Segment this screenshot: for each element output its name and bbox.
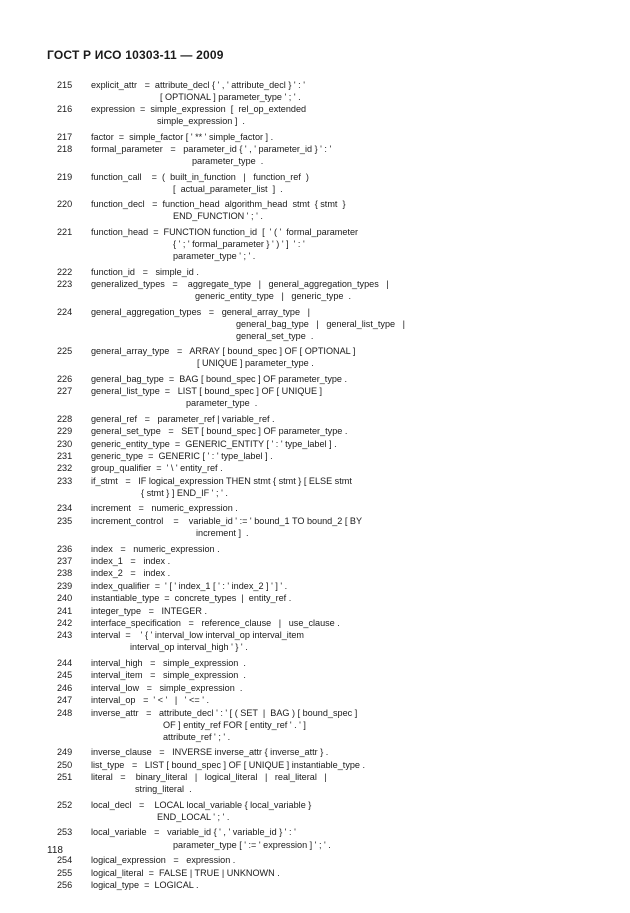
rule-definition: function_head = FUNCTION function_id [ ' ( ' formal_parameter	[91, 227, 359, 238]
rule-definition: integer_type = INTEGER .	[91, 605, 207, 616]
rule-number: 220	[57, 199, 73, 210]
rule-definition: function_decl = function_head algorithm_head stmt { stmt }	[91, 199, 346, 210]
syntax-rule	[0, 826, 630, 850]
rule-definition: generic_entity_type = GENERIC_ENTITY [ ' : ' type_label ] .	[91, 438, 337, 449]
rule-definition-continuation: general_bag_type | general_list_type |	[236, 318, 406, 329]
rule-definition-continuation: simple_expression ] .	[157, 116, 245, 127]
syntax-rule	[0, 266, 630, 278]
rule-definition: interval_op = ' < ' | ' <= ' .	[91, 695, 209, 706]
rule-number: 236	[57, 543, 73, 554]
syntax-rule	[0, 759, 630, 771]
syntax-rule	[0, 131, 630, 143]
rule-number: 241	[57, 605, 73, 616]
rule-number: 225	[57, 346, 73, 357]
rule-definition: group_qualifier = ' \ ' entity_ref .	[91, 463, 223, 474]
rule-definition: interval_high = simple_expression .	[91, 657, 246, 668]
syntax-rule	[0, 746, 630, 758]
rule-number: 248	[57, 707, 73, 718]
rule-number: 217	[57, 131, 73, 142]
rule-number: 218	[57, 143, 73, 154]
syntax-rule	[0, 413, 630, 425]
rule-number: 251	[57, 772, 73, 783]
rule-definition-continuation: { ' ; ' formal_parameter } ' ) ' ] ' : '	[173, 239, 305, 250]
syntax-rule	[0, 879, 630, 891]
rule-definition: generic_type = GENERIC [ ' : ' type_label ] .	[91, 451, 273, 462]
page-header: ГОСТ Р ИСО 10303-11 — 2009	[47, 48, 224, 62]
rule-definition: general_ref = parameter_ref | variable_ref .	[91, 413, 275, 424]
rule-definition-continuation: { stmt } ] END_IF ' ; ' .	[141, 487, 228, 498]
syntax-rule	[0, 198, 630, 222]
syntax-rule	[0, 617, 630, 629]
rule-definition: literal = binary_literal | logical_literal | real_literal |	[91, 772, 327, 783]
page-number: 118	[47, 845, 63, 856]
rule-definition-continuation: parameter_type ' ; ' .	[173, 251, 256, 262]
syntax-rule	[0, 555, 630, 567]
syntax-rule	[0, 771, 630, 795]
rule-number: 234	[57, 503, 73, 514]
rule-number: 227	[57, 386, 73, 397]
rule-number: 235	[57, 515, 73, 526]
rule-definition: increment_control = variable_id ' := ' bound_1 TO bound_2 [ BY	[91, 515, 363, 526]
rule-definition: logical_expression = expression .	[91, 855, 236, 866]
rule-number: 219	[57, 171, 73, 182]
rule-definition-continuation: [ UNIQUE ] parameter_type .	[197, 358, 314, 369]
rule-definition: inverse_clause = INVERSE inverse_attr { inverse_attr } .	[91, 747, 329, 758]
rule-number: 249	[57, 747, 73, 758]
syntax-rule	[0, 669, 630, 681]
rule-definition: logical_literal = FALSE | TRUE | UNKNOWN .	[91, 867, 280, 878]
syntax-rule	[0, 543, 630, 555]
rule-number: 246	[57, 682, 73, 693]
rule-number: 242	[57, 617, 73, 628]
rule-number: 223	[57, 278, 73, 289]
rule-number: 226	[57, 374, 73, 385]
rule-definition: if_stmt = IF logical_expression THEN stmt { stmt } [ ELSE stmt	[91, 475, 352, 486]
syntax-rule	[0, 567, 630, 579]
rule-definition: general_bag_type = BAG [ bound_spec ] OF parameter_type .	[91, 374, 348, 385]
syntax-rule	[0, 629, 630, 653]
syntax-rule	[0, 385, 630, 409]
rule-definition-continuation: string_literal .	[135, 784, 192, 795]
rule-definition-continuation: OF ] entity_ref FOR [ entity_ref ' . ' ]	[163, 719, 306, 730]
rule-number: 222	[57, 266, 73, 277]
rule-number: 244	[57, 657, 73, 668]
syntax-rule	[0, 306, 630, 342]
syntax-rule	[0, 226, 630, 262]
rule-number: 229	[57, 426, 73, 437]
rule-definition-continuation: END_LOCAL ' ; ' .	[157, 811, 230, 822]
rule-number: 238	[57, 568, 73, 579]
rule-definition: instantiable_type = concrete_types | entity_ref .	[91, 593, 292, 604]
rule-definition: index_2 = index .	[91, 568, 171, 579]
syntax-rule	[0, 171, 630, 195]
syntax-rules-list	[0, 79, 630, 891]
syntax-rule	[0, 345, 630, 369]
rule-number: 221	[57, 227, 73, 238]
rule-number: 253	[57, 827, 73, 838]
rule-definition: list_type = LIST [ bound_spec ] OF [ UNIQUE ] instantiable_type .	[91, 759, 366, 770]
rule-definition: interval_item = simple_expression .	[91, 670, 246, 681]
rule-number: 243	[57, 630, 73, 641]
rule-definition-continuation: general_set_type .	[236, 330, 314, 341]
syntax-rule	[0, 278, 630, 302]
rule-definition: interface_specification = reference_clause | use_clause .	[91, 617, 340, 628]
rule-number: 232	[57, 463, 73, 474]
rule-definition: general_set_type = SET [ bound_spec ] OF parameter_type .	[91, 426, 348, 437]
rule-definition: explicit_attr = attribute_decl { ' , ' attribute_decl } ' : '	[91, 80, 305, 90]
rule-definition: local_decl = LOCAL local_variable { local_variable }	[91, 799, 312, 810]
rule-number: 252	[57, 799, 73, 810]
rule-definition: index_1 = index .	[91, 555, 171, 566]
syntax-rule	[0, 425, 630, 437]
syntax-rule	[0, 373, 630, 385]
syntax-rule	[0, 515, 630, 539]
syntax-rule	[0, 799, 630, 823]
rule-definition: increment = numeric_expression .	[91, 503, 238, 514]
syntax-rule	[0, 79, 630, 103]
syntax-rule	[0, 475, 630, 499]
rule-number: 256	[57, 879, 73, 890]
rule-number: 231	[57, 451, 73, 462]
rule-definition-continuation: generic_entity_type | generic_type .	[195, 291, 352, 301]
rule-number: 233	[57, 475, 73, 486]
rule-number: 255	[57, 867, 73, 878]
syntax-rule	[0, 502, 630, 514]
rule-definition: expression = simple_expression [ rel_op_extended	[91, 104, 307, 115]
rule-number: 254	[57, 855, 73, 866]
rule-definition: inverse_attr = attribute_decl ' : ' [ ( SET | BAG ) [ bound_spec ]	[91, 707, 358, 718]
syntax-rule	[0, 592, 630, 604]
rule-number: 250	[57, 759, 73, 770]
syntax-rule	[0, 462, 630, 474]
syntax-rule	[0, 682, 630, 694]
rule-definition-continuation: END_FUNCTION ' ; ' .	[173, 211, 263, 222]
rule-definition: index_qualifier = ' [ ' index_1 [ ' : ' index_2 ] ' ] ' .	[91, 580, 288, 591]
syntax-rule	[0, 103, 630, 127]
rule-number: 216	[57, 104, 73, 115]
syntax-rule	[0, 450, 630, 462]
rule-definition-continuation: increment ] .	[196, 527, 249, 538]
syntax-rule	[0, 694, 630, 706]
syntax-rule	[0, 580, 630, 592]
rule-number: 247	[57, 695, 73, 706]
rule-definition: factor = simple_factor [ ' ** ' simple_factor ] .	[91, 131, 274, 142]
rule-definition-continuation: attribute_ref ' ; ' .	[163, 731, 231, 742]
rule-definition-continuation: parameter_type [ ' := ' expression ] ' ; ' .	[173, 839, 331, 850]
syntax-rule	[0, 867, 630, 879]
syntax-rule	[0, 438, 630, 450]
syntax-rule	[0, 854, 630, 866]
rule-definition: function_call = ( built_in_function | function_ref )	[91, 171, 309, 182]
rule-number: 237	[57, 555, 73, 566]
syntax-rule	[0, 143, 630, 167]
rule-definition: local_variable = variable_id { ' , ' variable_id } ' : '	[91, 827, 296, 838]
rule-definition: formal_parameter = parameter_id { ' , ' parameter_id } ' : '	[91, 143, 332, 154]
syntax-rule	[0, 605, 630, 617]
rule-number: 240	[57, 593, 73, 604]
rule-number: 228	[57, 413, 73, 424]
rule-definition: index = numeric_expression .	[91, 543, 220, 554]
rule-definition: general_list_type = LIST [ bound_spec ] OF [ UNIQUE ]	[91, 386, 323, 397]
syntax-rule	[0, 707, 630, 743]
rule-number: 239	[57, 580, 73, 591]
rule-number: 230	[57, 438, 73, 449]
rule-definition-continuation: [ OPTIONAL ] parameter_type ' ; ' .	[160, 92, 301, 103]
rule-definition: interval = ' { ' interval_low interval_op interval_item	[91, 630, 304, 641]
syntax-rule	[0, 657, 630, 669]
rule-definition: generalized_types = aggregate_type | general_aggregation_types |	[91, 278, 389, 289]
rule-number: 215	[57, 80, 73, 90]
rule-number: 245	[57, 670, 73, 681]
rule-definition: interval_low = simple_expression .	[91, 682, 243, 693]
rule-definition-continuation: [ actual_parameter_list ] .	[173, 183, 283, 194]
rule-definition: function_id = simple_id .	[91, 266, 199, 277]
rule-definition-continuation: interval_op interval_high ' } ' .	[130, 642, 248, 653]
rule-definition-continuation: parameter_type .	[186, 398, 258, 409]
rule-definition: logical_type = LOGICAL .	[91, 879, 199, 890]
rule-number: 224	[57, 306, 73, 317]
rule-definition-continuation: parameter_type .	[192, 156, 264, 167]
rule-definition: general_aggregation_types = general_array_type |	[91, 306, 310, 317]
rule-definition: general_array_type = ARRAY [ bound_spec ] OF [ OPTIONAL ]	[91, 346, 356, 357]
